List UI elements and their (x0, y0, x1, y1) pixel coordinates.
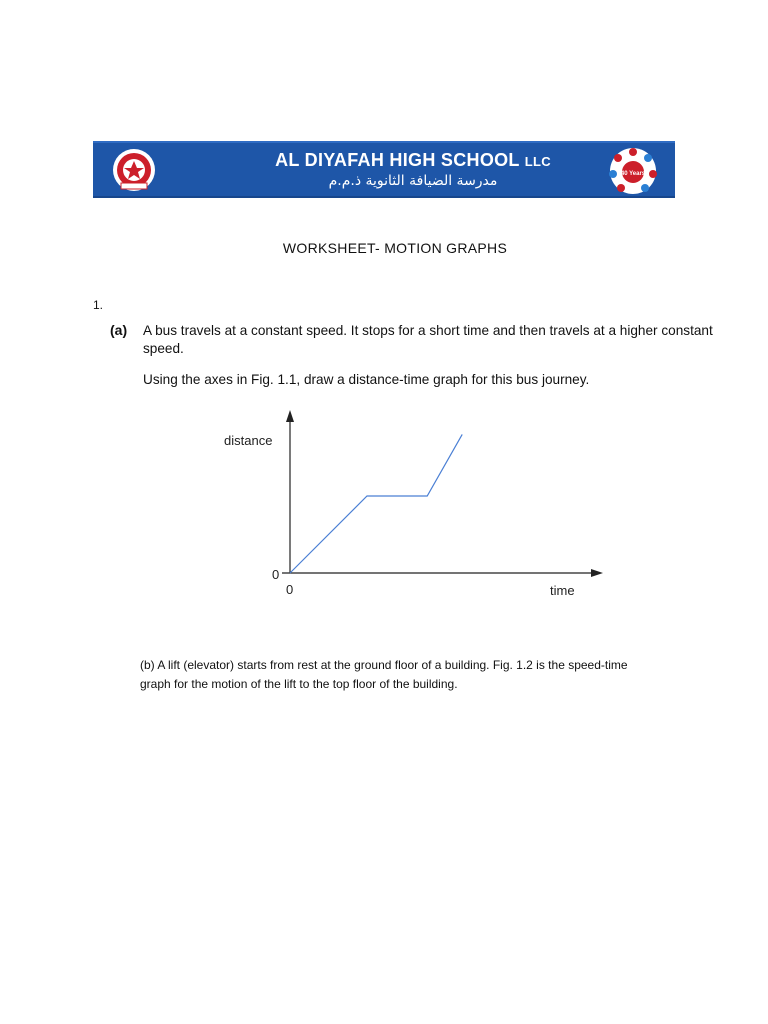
y-tick-label: 0 (272, 567, 280, 582)
worksheet-title: WORKSHEET- MOTION GRAPHS (282, 240, 508, 256)
part-a-instruction: Using the axes in Fig. 1.1, draw a distance-time graph for this bus journey. (143, 372, 590, 387)
school-banner (93, 141, 675, 198)
question-number: 1. (93, 298, 104, 312)
school-crest-icon (111, 147, 157, 193)
x-tick-label: 0 (286, 582, 294, 597)
bus-journey-line (290, 434, 462, 573)
school-name-arabic: مدرسة الضيافة الثانوية ذ.م.م (328, 173, 498, 189)
y-axis-label: distance (224, 433, 273, 448)
part-a-label: (a) (110, 322, 128, 338)
part-a-text: A bus travels at a constant speed. It stops for a short time and then travels at a higher constant speed. (143, 323, 713, 356)
school-suffix: LLC (524, 154, 551, 169)
anniversary-badge-icon (607, 146, 659, 196)
badge-text: 40 Years (620, 171, 646, 177)
school-name-text: AL DIYAFAH HIGH SCHOOL (275, 150, 520, 170)
x-axis-label: time (550, 583, 575, 598)
y-axis-arrow (286, 410, 294, 422)
part-b-text: (b) A lift (elevator) starts from rest at the ground floor of a building. Fig. 1.2 is the speed-time graph for the motion of the lift to the top floor of the building. (140, 658, 628, 691)
x-axis-arrow (591, 569, 603, 577)
distance-time-graph (215, 405, 615, 610)
school-name (253, 150, 573, 171)
